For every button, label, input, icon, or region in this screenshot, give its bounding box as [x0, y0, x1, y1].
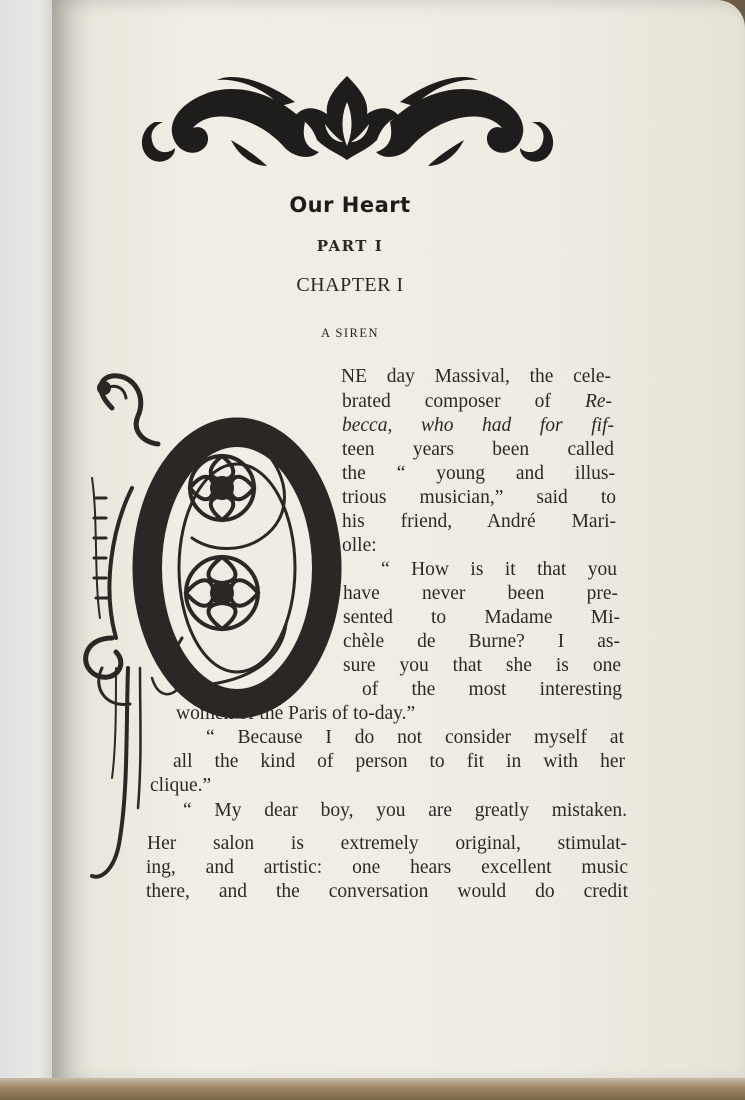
text-line: NE day Massival, the cele- [341, 366, 611, 387]
book-bottom-edge [0, 1078, 745, 1100]
text-line [342, 414, 614, 438]
italic-word: becca, who had for fif- [342, 415, 614, 436]
chapter-title: A SIREN [320, 326, 380, 340]
text-line: there, and the conversation would do credit [146, 881, 628, 902]
text-line: Her salon is extremely original, stimulat- [147, 833, 627, 854]
book-title: Our Heart [289, 193, 411, 217]
text-line: women of the Paris of to-day.” [176, 703, 416, 724]
text-line: have never been pre- [343, 583, 618, 604]
part-heading: PART I [316, 237, 384, 255]
text-line: olle: [342, 535, 377, 556]
text-line: the “ young and illus- [342, 463, 615, 484]
text-line: “ My dear boy, you are greatly mistaken. [183, 800, 627, 821]
text-line: sented to Madame Mi- [343, 607, 620, 628]
text-line: brated composer of Re- [342, 391, 612, 412]
chapter-heading: CHAPTER I [296, 274, 404, 296]
text-line: trious musician,” said to [342, 487, 616, 508]
text-line: “ How is it that you [381, 559, 617, 580]
text-line: teen years been called [342, 439, 614, 460]
text-line: “ Because I do not consider myself at [206, 727, 624, 748]
text-line: chèle de Burne? I as- [343, 631, 620, 652]
text-line: his friend, André Mari- [342, 511, 616, 532]
text-line: all the kind of person to fit in with her [173, 751, 625, 772]
text-line: sure you that she is one [343, 655, 621, 676]
italic-word: Re- [584, 391, 612, 412]
text-line: of the most interesting [362, 679, 622, 700]
text-line: ing, and artistic: one hears excellent music [146, 857, 628, 878]
headpiece-ornament-icon [135, 62, 560, 172]
text-line: clique.” [150, 775, 212, 796]
